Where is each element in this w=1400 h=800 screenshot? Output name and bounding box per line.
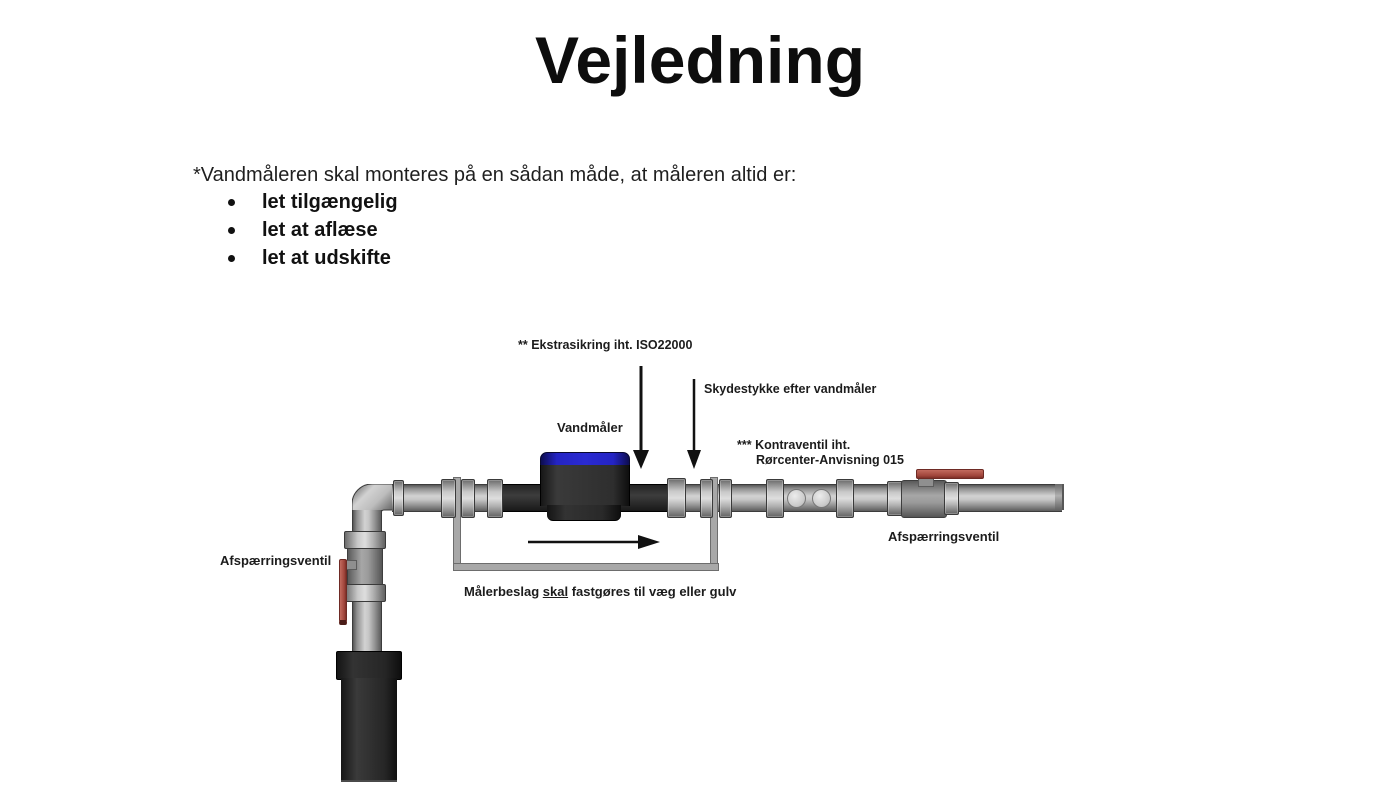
list-item: let at udskifte (226, 248, 398, 268)
label-afspaerringsventil-left: Afspærringsventil (220, 553, 332, 568)
valve-coupling (344, 584, 386, 602)
riser-collar (336, 651, 402, 680)
label-vandmaaler: Vandmåler (557, 420, 623, 435)
down-arrow-ekstrasikring (632, 364, 650, 470)
label-afspaerringsventil-right: Afspærringsventil (888, 529, 1000, 544)
pipe-coupling (719, 479, 732, 518)
pipe-coupling (667, 478, 686, 518)
water-meter-base (547, 505, 621, 521)
label-maalerbeslag-prefix: Målerbeslag (464, 584, 543, 599)
intro-text: *Vandmåleren skal monteres på en sådan måde, at måleren altid er: (193, 164, 797, 186)
pipe-coupling (766, 479, 784, 518)
check-valve-window (787, 489, 806, 508)
list-item: let tilgængelig (226, 192, 398, 212)
riser-pipe (341, 678, 397, 782)
flow-direction-arrow (526, 533, 662, 551)
label-kontraventil-line1: *** Kontraventil iht. (737, 438, 851, 452)
check-valve-window (812, 489, 831, 508)
label-ekstrasikring: ** Ekstrasikring iht. ISO22000 (518, 338, 693, 352)
label-maalerbeslag-skal: skal (542, 584, 569, 599)
label-maalerbeslag (464, 584, 736, 599)
label-kontraventil (737, 438, 904, 467)
down-arrow-skydestykke (686, 378, 702, 470)
list-item: let at aflæse (226, 220, 398, 240)
pipe-end-cap (1055, 484, 1064, 510)
pipe-coupling (487, 479, 503, 518)
label-kontraventil-line2: Rørcenter-Anvisning 015 (756, 452, 904, 467)
water-meter-body (540, 465, 630, 506)
label-maalerbeslag-suffix: fastgøres til væg eller gulv (568, 584, 737, 599)
valve-coupling (944, 482, 959, 515)
bracket-bottom-rail (453, 563, 719, 571)
pipe-coupling (836, 479, 854, 518)
label-skydestykke: Skydestykke efter vandmåler (704, 382, 877, 396)
valve-coupling (344, 531, 386, 549)
valve-handle-red (916, 469, 984, 479)
elbow-flange (393, 480, 404, 516)
pipe-coupling (700, 479, 713, 518)
pipe-coupling (461, 479, 475, 518)
valve-handle-red (339, 559, 347, 625)
pipe-coupling (441, 479, 456, 518)
page-title: Vejledning (534, 23, 866, 97)
